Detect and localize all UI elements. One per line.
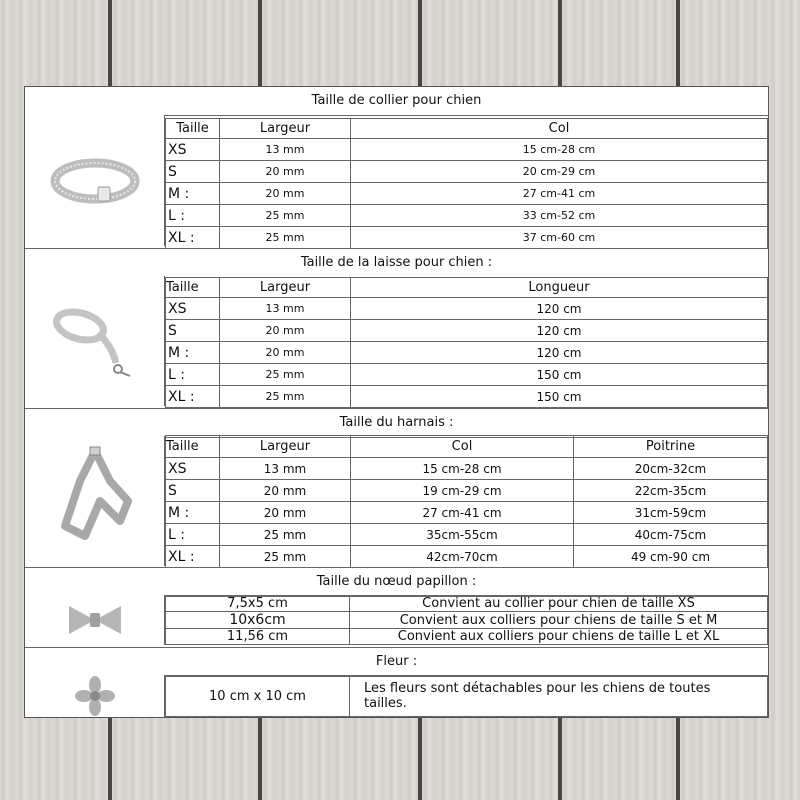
flower-image — [25, 675, 165, 717]
leash-header-size: Taille — [166, 278, 220, 298]
table-row — [166, 161, 768, 183]
width-cell: 13 mm — [220, 298, 351, 320]
table-row — [166, 227, 768, 249]
neck-cell: 27 cm-41 cm — [351, 502, 574, 524]
neck-cell: 35cm-55cm — [351, 524, 574, 546]
neck-cell: 33 cm-52 cm — [351, 205, 768, 227]
size-cell: M : — [166, 342, 220, 364]
flower-section-title: Fleur : — [25, 647, 768, 677]
table-row — [166, 386, 768, 408]
bowtie-section-title: Taille du nœud papillon : — [25, 567, 768, 597]
bowtie-fit-cell: Convient aux colliers pour chiens de taille L et XL — [350, 629, 768, 645]
neck-cell: 15 cm-28 cm — [351, 139, 768, 161]
harness-header-width: Largeur — [220, 436, 351, 458]
chest-cell: 20cm-32cm — [574, 458, 768, 480]
table-row — [166, 183, 768, 205]
harness-section-title: Taille du harnais : — [25, 408, 768, 438]
width-cell: 25 mm — [220, 546, 351, 568]
leash-table — [165, 277, 768, 408]
leash-image — [25, 276, 165, 406]
size-cell: M : — [166, 502, 220, 524]
table-row — [166, 139, 768, 161]
flower-icon — [75, 676, 115, 716]
table-row — [166, 502, 768, 524]
harness-header-chest: Poitrine — [574, 436, 768, 458]
length-cell: 120 cm — [351, 342, 768, 364]
width-cell: 20 mm — [220, 320, 351, 342]
width-cell: 20 mm — [220, 342, 351, 364]
size-cell: S — [166, 320, 220, 342]
collar-section-title: Taille de collier pour chien — [25, 87, 768, 116]
size-cell: S — [166, 480, 220, 502]
table-row — [166, 298, 768, 320]
size-cell: M : — [166, 183, 220, 205]
table-row — [166, 342, 768, 364]
neck-cell: 27 cm-41 cm — [351, 183, 768, 205]
bowtie-image — [25, 595, 165, 645]
table-row — [166, 524, 768, 546]
size-cell: XS — [166, 139, 220, 161]
flower-desc-cell: Les fleurs sont détachables pour les chiens de toutes tailles. — [350, 676, 768, 717]
table-row — [166, 364, 768, 386]
leash-header-length: Longueur — [351, 278, 768, 298]
size-cell: L : — [166, 524, 220, 546]
bowtie-icon — [65, 602, 125, 638]
collar-header-neck: Col — [351, 119, 768, 139]
size-cell: L : — [166, 205, 220, 227]
size-cell: XL : — [166, 227, 220, 249]
chest-cell: 49 cm-90 cm — [574, 546, 768, 568]
bowtie-dim-cell: 7,5x5 cm — [166, 596, 350, 612]
length-cell: 150 cm — [351, 386, 768, 408]
harness-image — [25, 436, 165, 566]
width-cell: 20 mm — [220, 502, 351, 524]
width-cell: 25 mm — [220, 364, 351, 386]
flower-table — [165, 675, 768, 717]
collar-icon — [50, 151, 140, 211]
table-row — [166, 612, 768, 629]
size-cell: L : — [166, 364, 220, 386]
leash-header-width: Largeur — [220, 278, 351, 298]
bowtie-fit-cell: Convient au collier pour chien de taille XS — [350, 596, 768, 612]
size-cell: XL : — [166, 546, 220, 568]
width-cell: 20 mm — [220, 183, 351, 205]
size-chart-sheet — [24, 86, 769, 718]
collar-table — [165, 118, 768, 249]
length-cell: 120 cm — [351, 320, 768, 342]
neck-cell: 19 cm-29 cm — [351, 480, 574, 502]
neck-cell: 42cm-70cm — [351, 546, 574, 568]
table-row — [166, 676, 768, 717]
width-cell: 13 mm — [220, 458, 351, 480]
harness-header-size: Taille — [166, 436, 220, 458]
width-cell: 20 mm — [220, 480, 351, 502]
leash-section-title: Taille de la laisse pour chien : — [25, 248, 768, 278]
neck-cell: 37 cm-60 cm — [351, 227, 768, 249]
size-cell: XL : — [166, 386, 220, 408]
length-cell: 150 cm — [351, 364, 768, 386]
bowtie-dim-cell: 10x6cm — [166, 612, 350, 629]
neck-cell: 15 cm-28 cm — [351, 458, 574, 480]
width-cell: 25 mm — [220, 227, 351, 249]
collar-header-size: Taille — [166, 119, 220, 139]
size-cell: XS — [166, 458, 220, 480]
flower-dim-cell: 10 cm x 10 cm — [166, 676, 350, 717]
bowtie-table — [165, 595, 768, 645]
width-cell: 25 mm — [220, 205, 351, 227]
leash-icon — [50, 301, 140, 381]
width-cell: 13 mm — [220, 139, 351, 161]
chest-cell: 40cm-75cm — [574, 524, 768, 546]
bowtie-dim-cell: 11,56 cm — [166, 629, 350, 645]
bowtie-fit-cell: Convient aux colliers pour chiens de taille S et M — [350, 612, 768, 629]
table-row — [166, 480, 768, 502]
width-cell: 20 mm — [220, 161, 351, 183]
width-cell: 25 mm — [220, 386, 351, 408]
table-row — [166, 458, 768, 480]
chest-cell: 22cm-35cm — [574, 480, 768, 502]
width-cell: 25 mm — [220, 524, 351, 546]
collar-header-width: Largeur — [220, 119, 351, 139]
collar-image — [25, 115, 165, 246]
harness-icon — [50, 441, 140, 561]
harness-table — [165, 435, 768, 568]
table-row — [166, 205, 768, 227]
length-cell: 120 cm — [351, 298, 768, 320]
table-row — [166, 320, 768, 342]
table-row — [166, 546, 768, 568]
table-row — [166, 629, 768, 645]
size-cell: S — [166, 161, 220, 183]
harness-header-neck: Col — [351, 436, 574, 458]
size-cell: XS — [166, 298, 220, 320]
table-row — [166, 596, 768, 612]
chest-cell: 31cm-59cm — [574, 502, 768, 524]
neck-cell: 20 cm-29 cm — [351, 161, 768, 183]
